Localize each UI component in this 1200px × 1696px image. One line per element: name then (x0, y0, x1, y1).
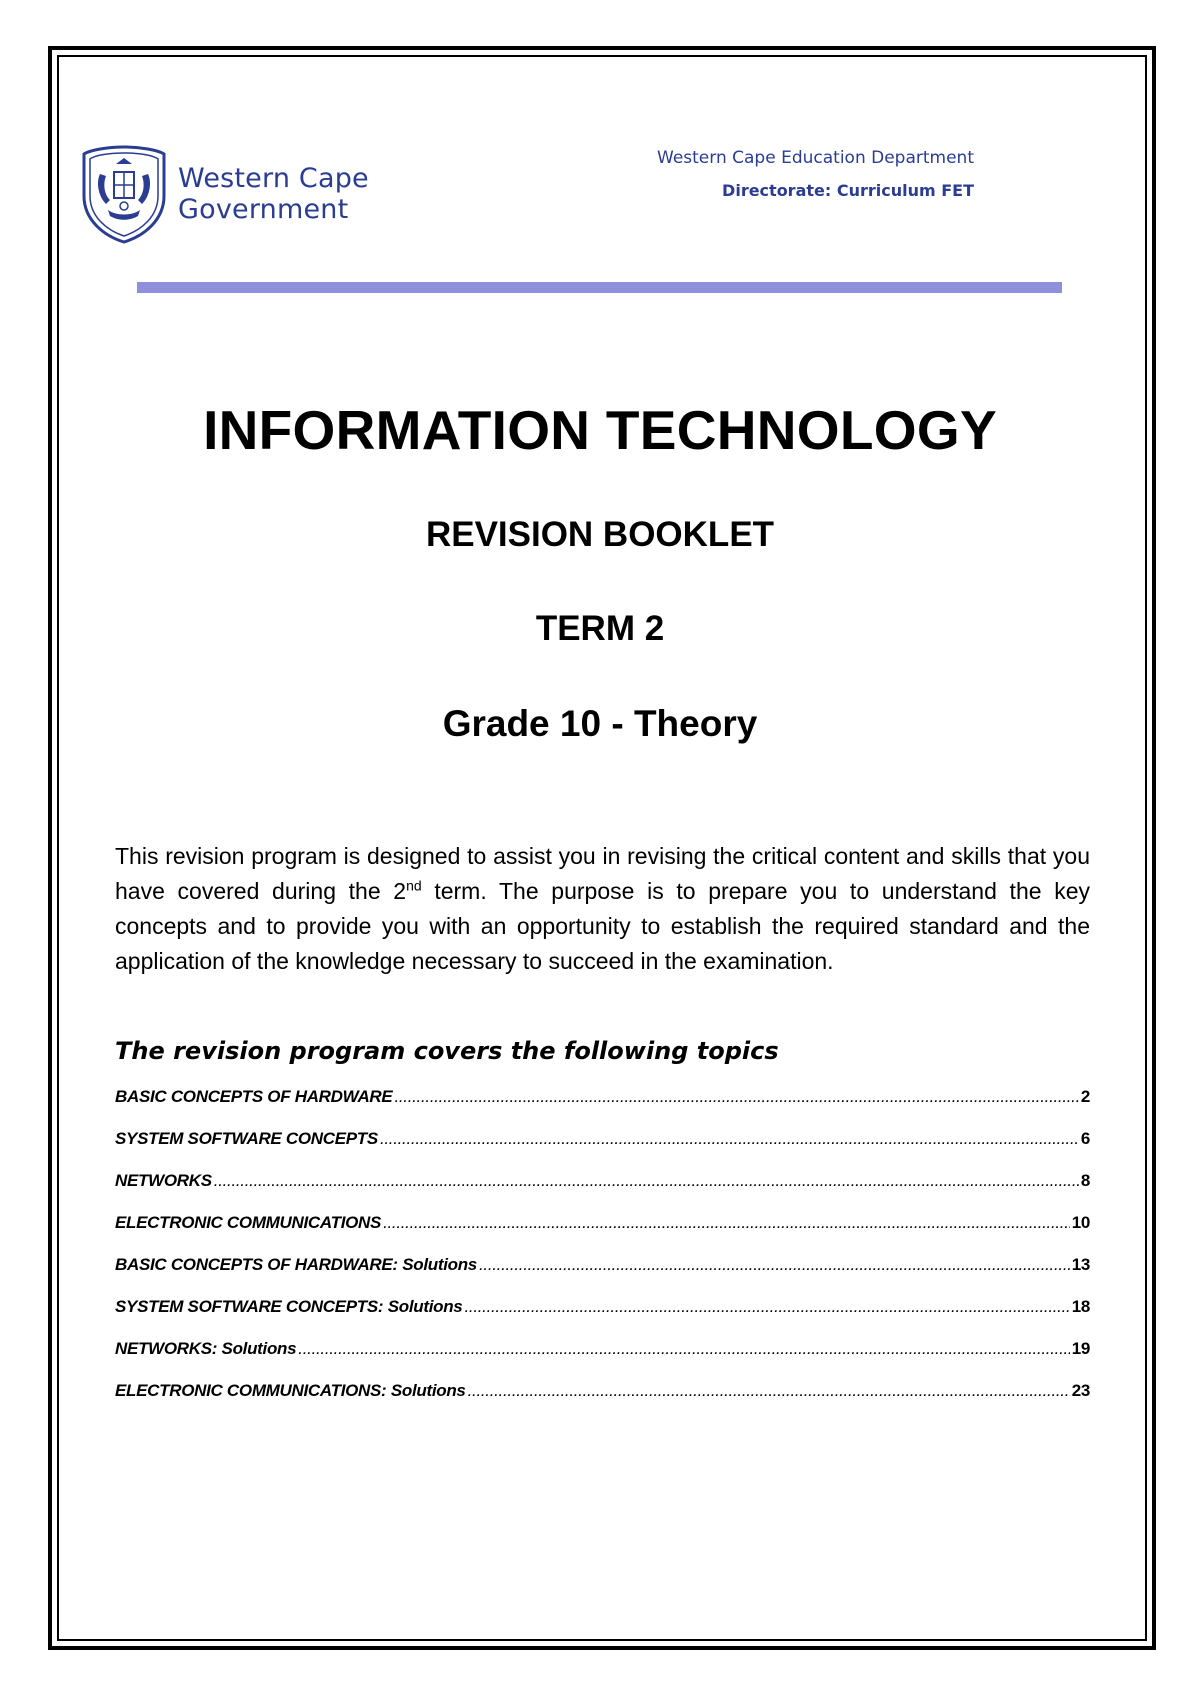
toc-entry-page: 10 (1071, 1213, 1090, 1232)
directorate-name: Directorate: Curriculum FET (722, 181, 974, 200)
toc-entry-title: ELECTRONIC COMMUNICATIONS: Solutions (115, 1381, 466, 1400)
toc-entry[interactable] (115, 1381, 1090, 1423)
document-title: INFORMATION TECHNOLOGY (203, 399, 997, 461)
toc-entry[interactable] (115, 1339, 1090, 1381)
logo-line-2: Government (178, 194, 349, 225)
toc-entry-page: 19 (1071, 1339, 1090, 1358)
toc-entry[interactable] (115, 1213, 1090, 1255)
toc-entry-page: 13 (1071, 1255, 1090, 1274)
toc-entry[interactable] (115, 1297, 1090, 1339)
grade-label: Grade 10 - Theory (442, 703, 758, 744)
government-logo (78, 144, 369, 244)
coat-of-arms-icon (78, 144, 170, 244)
toc-entry[interactable] (115, 1087, 1090, 1129)
intro-text-part2: term. The purpose is to prepare you to understand the key concepts and to provide you with an opportunity to establish the required standard and the application of the knowledge necessary to succeed in the examination. (115, 878, 1090, 974)
toc-entry[interactable] (115, 1129, 1090, 1171)
toc-leader (479, 1255, 1070, 1275)
toc-leader (214, 1171, 1079, 1191)
toc-entry-page: 23 (1071, 1381, 1090, 1400)
logo-wordmark (178, 163, 369, 225)
intro-superscript: nd (406, 877, 422, 894)
toc-entry-title: BASIC CONCEPTS OF HARDWARE (115, 1087, 393, 1106)
toc-entry-title: BASIC CONCEPTS OF HARDWARE: Solutions (115, 1255, 477, 1274)
toc-leader (394, 1087, 1078, 1107)
toc-entry-title: ELECTRONIC COMMUNICATIONS (115, 1213, 382, 1232)
toc-entry-title: NETWORKS: Solutions (115, 1339, 297, 1358)
header-rule (137, 282, 1062, 293)
toc-entry-title: NETWORKS (115, 1171, 212, 1190)
toc-leader (298, 1339, 1069, 1359)
toc-entry-page: 6 (1080, 1129, 1090, 1148)
toc-entry-page: 18 (1071, 1297, 1090, 1316)
intro-text-part1: This revision program is designed to assist you in revising the critical content and skills that you have covered during the 2 (115, 843, 1090, 904)
toc-entry-page: 8 (1080, 1171, 1090, 1190)
table-of-contents (115, 1087, 1090, 1423)
logo-line-1: Western Cape (178, 163, 369, 194)
toc-entry[interactable] (115, 1171, 1090, 1213)
toc-entry-title: SYSTEM SOFTWARE CONCEPTS: Solutions (115, 1297, 463, 1316)
toc-entry[interactable] (115, 1255, 1090, 1297)
term-label: TERM 2 (535, 609, 665, 648)
toc-leader (464, 1297, 1069, 1317)
toc-leader (383, 1213, 1070, 1233)
toc-entry-page: 2 (1080, 1087, 1090, 1106)
toc-leader (380, 1129, 1079, 1149)
department-name: Western Cape Education Department (657, 148, 974, 168)
toc-heading: The revision program covers the following topics (115, 1037, 779, 1065)
toc-entry-title: SYSTEM SOFTWARE CONCEPTS (115, 1129, 378, 1148)
document-subtitle: REVISION BOOKLET (425, 515, 775, 554)
department-info (657, 148, 974, 200)
toc-leader (468, 1381, 1070, 1401)
intro-paragraph (115, 839, 1090, 979)
